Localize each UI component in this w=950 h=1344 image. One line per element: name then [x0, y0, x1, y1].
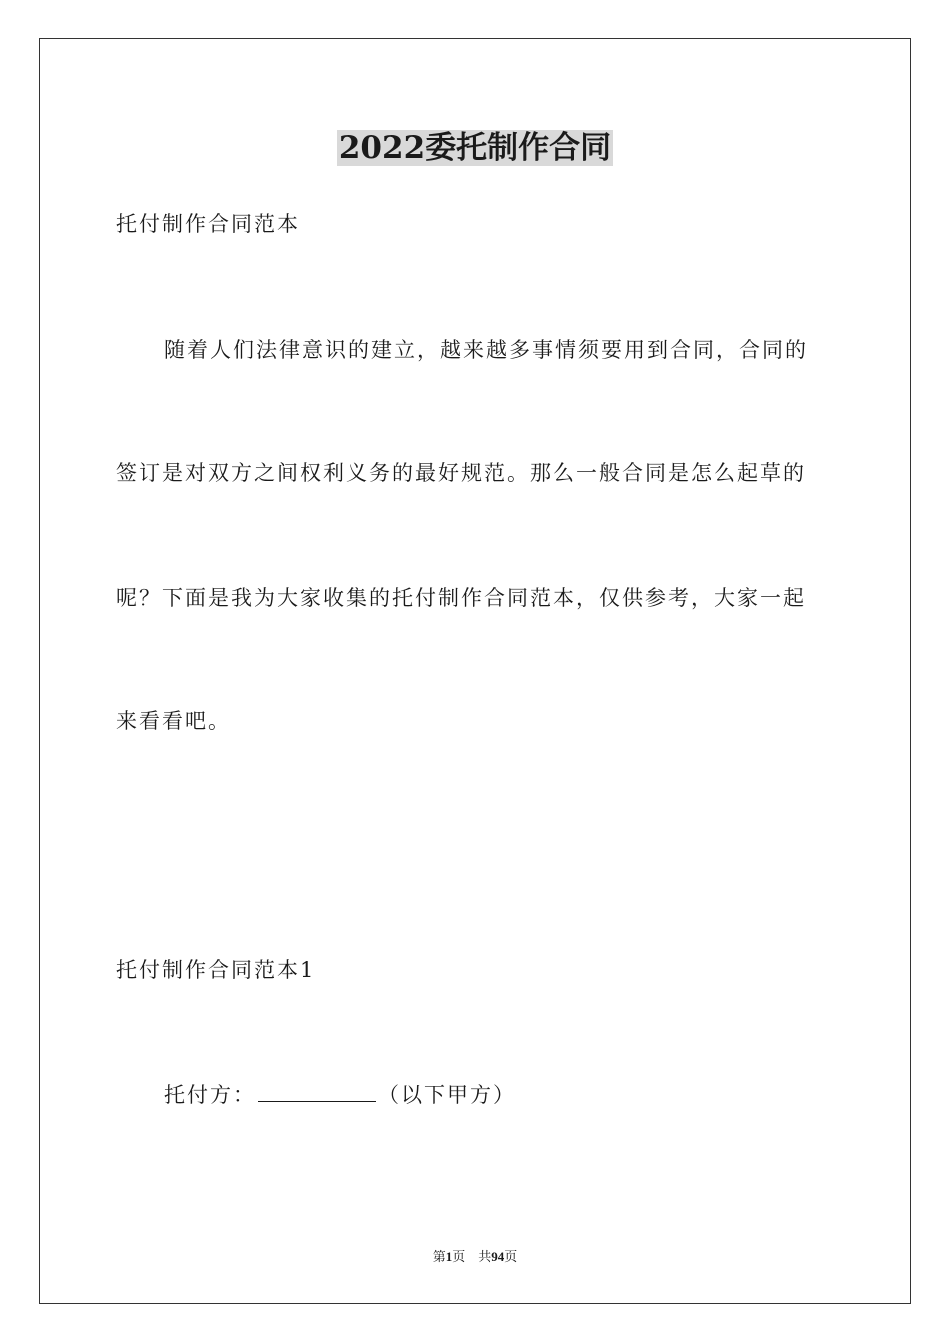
intro-line-1: 随着人们法律意识的建立，越来越多事情须要用到合同，合同的 [164, 338, 808, 362]
current-page-number: 1 [445, 1249, 453, 1264]
party-a-label: 托付方： [164, 1083, 256, 1107]
page-footer: 第1页 共94页 [432, 1249, 518, 1264]
intro-line-3: 呢？下面是我为大家收集的托付制作合同范本，仅供参考，大家一起 [116, 586, 806, 610]
section-heading: 托付制作合同范本1 [116, 958, 316, 982]
intro-line-2: 签订是对双方之间权利义务的最好规范。那么一般合同是怎么起草的 [116, 461, 806, 485]
party-a-suffix: （以下甲方） [378, 1083, 516, 1107]
document-title: 2022委托制作合同 [338, 130, 612, 166]
party-a-line [164, 1080, 516, 1110]
total-pages-number: 94 [491, 1249, 505, 1264]
intro-line-4: 来看看吧。 [116, 709, 231, 733]
document-subtitle: 托付制作合同范本 [116, 212, 300, 236]
party-a-blank-field[interactable] [258, 1083, 376, 1102]
